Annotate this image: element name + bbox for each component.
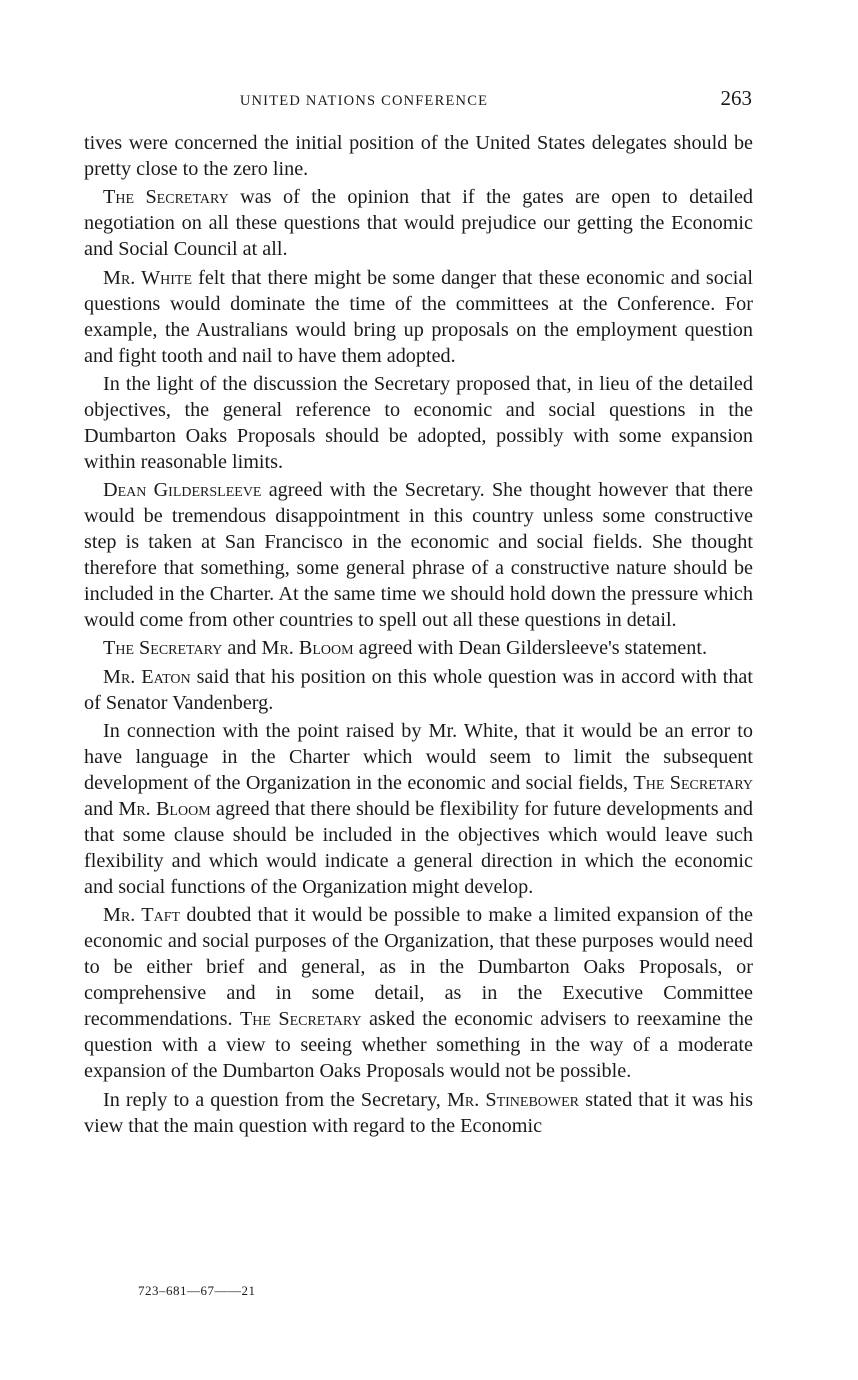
print-code: 723–681—67——21 (138, 1283, 256, 1298)
paragraph-3 (84, 265, 753, 369)
paragraph-text: said that his position on this whole question was in accord with that of Senator Vandenberg. (84, 665, 753, 714)
speaker-name: Mr. Bloom (261, 637, 354, 660)
paragraph-text: felt that there might be some danger that these economic and social questions would dominate the time of the committees at the Conference. For example, the Australians would bring up proposals on the employment question and fight tooth and nail to have them adopted. (84, 266, 753, 367)
paragraph-4 (84, 371, 753, 475)
connector-text: and (84, 798, 119, 821)
speaker-name: The Secretary (103, 186, 229, 209)
paragraph-6 (84, 635, 753, 661)
speaker-name: Mr. Bloom (118, 798, 211, 821)
page-number: 263 (720, 86, 752, 110)
speaker-name: Mr. White (103, 266, 193, 289)
paragraph-text: In the light of the discussion the Secretary proposed that, in lieu of the detailed objectives, the general reference to economic and social questions in the Dumbarton Oaks Proposals should be adopted, possibly with some expansion within reasonable limits. (84, 372, 753, 473)
paragraph-text: stated that it was his view that the main question with regard to the Economic (84, 1088, 753, 1137)
paragraph-text: tives were concerned the initial position of the United States delegates should be pretty close to the zero line. (84, 132, 753, 180)
speaker-name: Mr. Taft (103, 904, 181, 927)
paragraph-10 (84, 1087, 753, 1139)
speaker-name: Mr. Stinebower (446, 1088, 580, 1111)
connector-text: and (222, 637, 262, 660)
paragraph-text: agreed with Dean Gildersleeve's statement. (353, 637, 708, 660)
paragraph-8 (84, 718, 753, 900)
speaker-name: The Secretary (633, 772, 753, 795)
speaker-name: The Secretary (239, 1008, 362, 1031)
paragraph-text: doubted that it would be possible to make a limited expansion of the economic and social purposes of the Organization, that these purposes would need to be either brief and general, as in the Dumbarton Oaks Proposals, or comprehensive and in some detail, as in the Executive Committee recommendations. (84, 904, 754, 1031)
paragraph-text: agreed with the Secretary. She thought however that there would be tremendous disappointment in this country unless some constructive step is taken at San Francisco in the economic and social fields. She thought therefore that something, some general phrase of a constructive nature should be included in the Charter. At the same time we should hold down the pressure which would come from other countries to spell out all these questions in detail. (84, 479, 753, 632)
speaker-name: Mr. Eaton (103, 665, 191, 688)
paragraph-text: agreed that there should be flexibility for future developments and that some clause should be included in the objectives which would leave such flexibility and which would indicate a general direction in which the economic and social functions of the Organization might develop. (84, 798, 753, 899)
paragraph-1 (84, 130, 753, 182)
speaker-name: The Secretary (103, 637, 223, 660)
paragraph-text: was of the opinion that if the gates are open to detailed negotiation on all these questions that would prejudice our getting the Economic and Social Council at all. (84, 186, 753, 261)
paragraph-9 (84, 902, 753, 1084)
paragraph-7 (84, 664, 753, 716)
paragraph-intro: In connection with the point raised by Mr. White, that it would be an error to have language in the Charter which would seem to limit the subsequent development of the Organization in the economic and social fields, (84, 720, 753, 795)
paragraph-intro: In reply to a question from the Secretary, (103, 1088, 447, 1111)
running-title: UNITED NATIONS CONFERENCE (239, 93, 489, 109)
paragraph-text: asked the economic advisers to reexamine the question with a view to seeing whether something in the way of a moderate expansion of the Dumbarton Oaks Proposals would not be possible. (84, 1008, 753, 1083)
paragraph-2 (84, 184, 753, 262)
running-head (84, 86, 752, 116)
body-text (84, 130, 753, 1141)
speaker-name: Dean Gildersleeve (103, 479, 262, 502)
paragraph-5 (84, 477, 753, 633)
